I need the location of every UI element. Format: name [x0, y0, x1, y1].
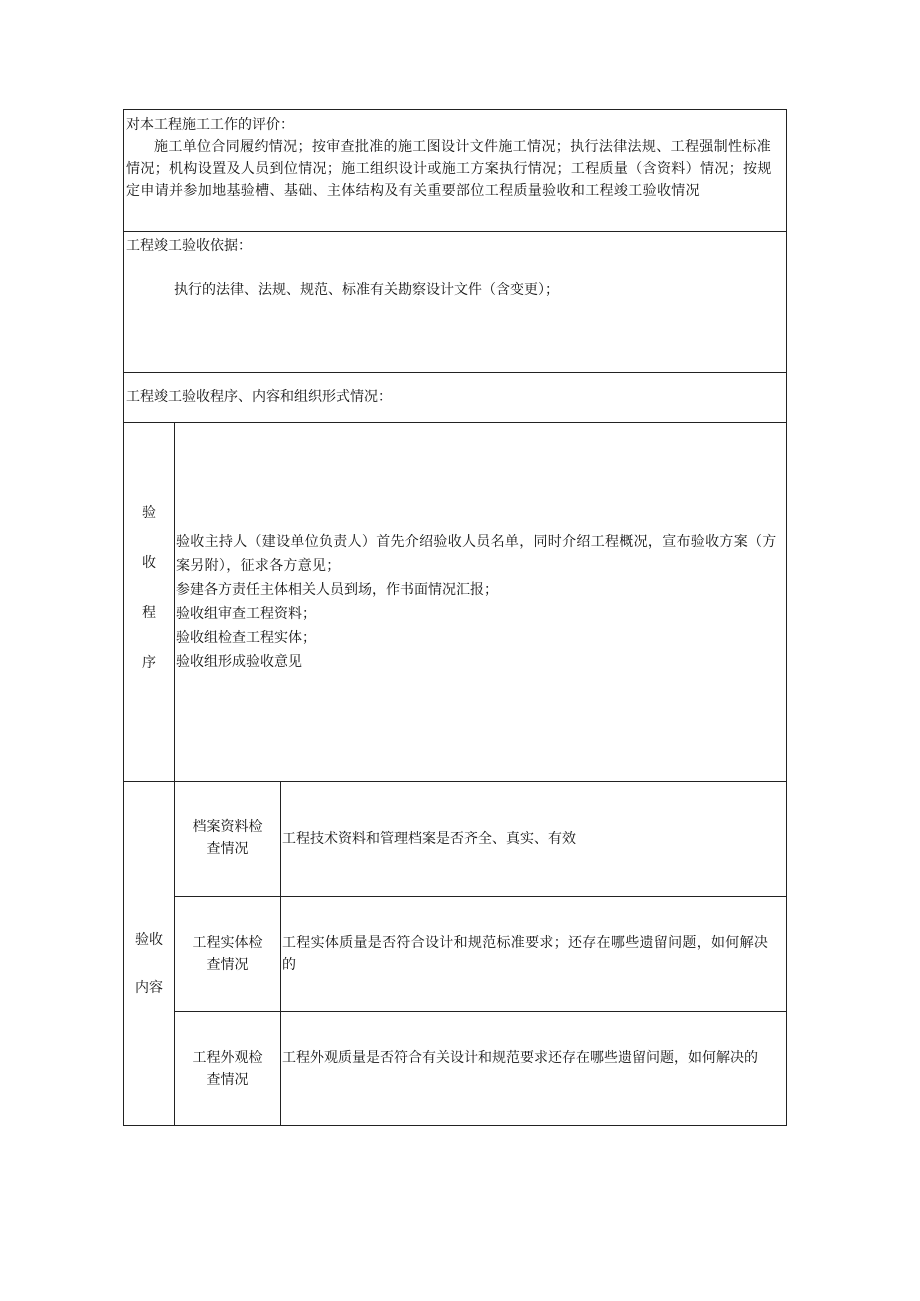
procedure-step: 验收主持人（建设单位负责人）首先介绍验收人员名单，同时介绍工程概况，宣布验收方案（方案另附），征求各方意见； — [176, 534, 777, 574]
content-side-label: 验收 — [135, 932, 163, 948]
procedure-step: 验收组检查工程实体； — [176, 630, 316, 646]
procedure-side-char: 程 — [142, 605, 156, 621]
procedure-step: 验收组形成验收意见 — [176, 654, 302, 670]
evaluation-body: 施工单位合同履约情况；按审查批准的施工图设计文件施工情况；执行法律法规、工程强制性标准情况；机构设置及人员到位情况；施工组织设计或施工方案执行情况；工程质量（含资料）情况；按规定申请并参加地基验槽、基础、主体结构及有关重要部位工程质量验收和工程竣工验收情况 — [126, 139, 772, 199]
basis-body: 执行的法律、法规、规范、标准有关勘察设计文件（含变更）； — [174, 282, 559, 298]
column-divider — [174, 422, 175, 1125]
procedure-side-char: 验 — [142, 505, 156, 521]
row-divider — [124, 781, 786, 782]
procedure-step: 验收组审查工程资料； — [176, 606, 316, 622]
entity-check-text: 工程实体质量是否符合设计和规范标准要求；还存在哪些遗留问题，如何解决的 — [282, 935, 769, 973]
evaluation-label: 对本工程施工工作的评价： — [126, 117, 294, 133]
row-divider — [124, 422, 786, 423]
procedure-steps — [175, 530, 785, 674]
row-divider — [174, 1011, 786, 1012]
procedure-side-char: 序 — [142, 655, 156, 671]
procedure-side-char: 收 — [142, 555, 156, 571]
procedure-header-cell — [124, 386, 786, 408]
row-divider — [124, 231, 786, 232]
row-divider — [124, 372, 786, 373]
row-divider — [174, 896, 786, 897]
evaluation-cell — [124, 114, 786, 202]
appearance-check-label: 工程外观检查情况 — [192, 1050, 263, 1088]
basis-cell — [124, 235, 786, 301]
content-side-label: 内容 — [135, 980, 163, 996]
procedure-header-label: 工程竣工验收程序、内容和组织形式情况： — [126, 389, 392, 405]
procedure-step: 参建各方责任主体相关人员到场，作书面情况汇报； — [176, 582, 498, 598]
archive-check-label: 档案资料检查情况 — [192, 819, 263, 857]
entity-check-label: 工程实体检查情况 — [192, 935, 263, 973]
archive-check-text: 工程技术资料和管理档案是否齐全、真实、有效 — [282, 831, 576, 847]
acceptance-form-table — [123, 109, 787, 1126]
appearance-check-text: 工程外观质量是否符合有关设计和规范要求还存在哪些遗留问题，如何解决的 — [282, 1050, 758, 1066]
basis-label: 工程竣工验收依据： — [126, 238, 252, 254]
